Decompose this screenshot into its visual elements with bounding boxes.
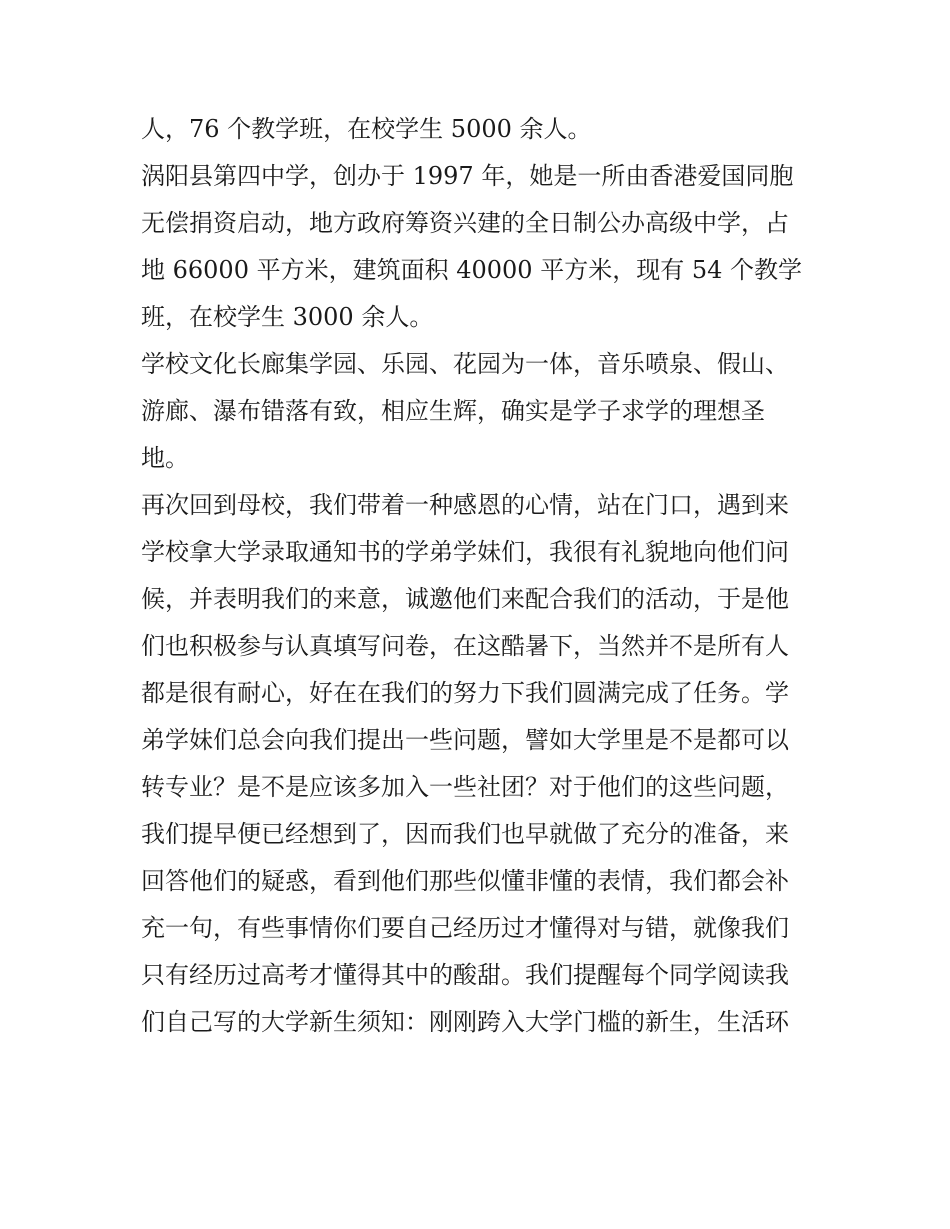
text-line: 学校拿大学录取通知书的学弟学妹们，我很有礼貌地向他们问 bbox=[141, 538, 789, 566]
text-line: 转专业？是不是应该多加入一些社团？对于他们的这些问题， bbox=[141, 773, 789, 801]
text-line: 弟学妹们总会向我们提出一些问题，譬如大学里是不是都可以 bbox=[141, 726, 789, 754]
text-line: 班，在校学生 3000 余人。 bbox=[141, 303, 434, 331]
text-line: 们也积极参与认真填写问卷，在这酷暑下，当然并不是所有人 bbox=[141, 632, 789, 660]
text-line: 再次回到母校，我们带着一种感恩的心情，站在门口，遇到来 bbox=[141, 491, 789, 519]
text-line: 回答他们的疑惑，看到他们那些似懂非懂的表情，我们都会补 bbox=[141, 867, 789, 895]
text-line: 地 66000 平方米，建筑面积 40000 平方米，现有 54 个教学 bbox=[141, 256, 803, 284]
text-line: 候，并表明我们的来意，诚邀他们来配合我们的活动，于是他 bbox=[141, 585, 789, 613]
document-body bbox=[141, 106, 821, 1046]
text-line: 学校文化长廊集学园、乐园、花园为一体，音乐喷泉、假山、 bbox=[141, 350, 789, 378]
text-line: 们自己写的大学新生须知：刚刚跨入大学门槛的新生，生活环 bbox=[141, 1008, 789, 1036]
text-line: 充一句，有些事情你们要自己经历过才懂得对与错，就像我们 bbox=[141, 914, 789, 942]
text-line: 都是很有耐心，好在在我们的努力下我们圆满完成了任务。学 bbox=[141, 679, 789, 707]
text-line: 地。 bbox=[141, 444, 189, 472]
text-line: 涡阳县第四中学，创办于 1997 年，她是一所由香港爱国同胞 bbox=[141, 162, 794, 190]
text-line: 人，76 个教学班，在校学生 5000 余人。 bbox=[141, 115, 592, 143]
text-line: 无偿捐资启动，地方政府筹资兴建的全日制公办高级中学，占 bbox=[141, 209, 789, 237]
text-line: 只有经历过高考才懂得其中的酸甜。我们提醒每个同学阅读我 bbox=[141, 961, 789, 989]
text-line: 游廊、瀑布错落有致，相应生辉，确实是学子求学的理想圣 bbox=[141, 397, 765, 425]
text-line: 我们提早便已经想到了，因而我们也早就做了充分的准备，来 bbox=[141, 820, 789, 848]
